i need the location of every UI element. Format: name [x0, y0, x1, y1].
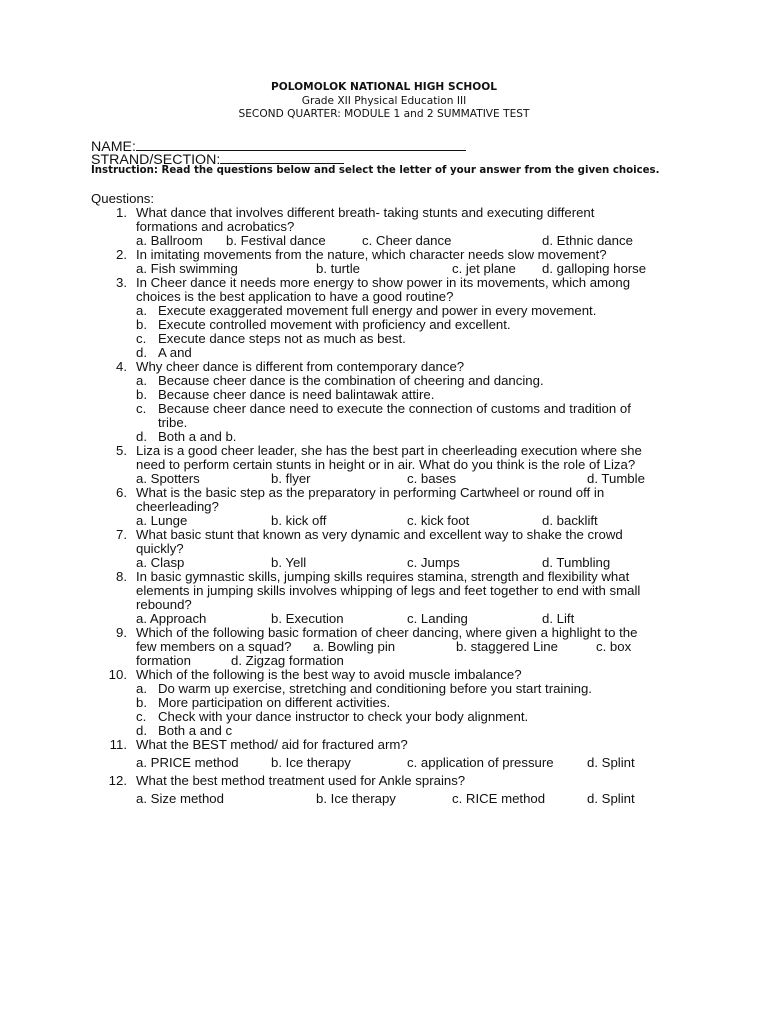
choice-a[interactable]: a. Lunge: [136, 513, 188, 528]
choice-letter: c.: [136, 709, 147, 724]
choice-letter: d.: [136, 345, 147, 360]
choice-c[interactable]: c. application of pressure: [407, 755, 554, 770]
choice-b[interactable]: b. turtle: [316, 261, 360, 276]
choice-text: Both a and b.: [158, 429, 237, 444]
question-text: quickly?: [136, 541, 184, 556]
strand-label: STRAND/SECTION:: [91, 152, 221, 168]
question-text: What is the basic step as the preparatory in performing Cartwheel or round off in: [136, 485, 605, 500]
choice-a[interactable]: a. Approach: [136, 611, 207, 626]
choice-b[interactable]: [136, 318, 691, 332]
choice-c[interactable]: c. Landing: [407, 611, 468, 626]
question-text: What dance that involves different breath- taking stunts and executing different: [136, 205, 595, 220]
choice-b[interactable]: b. Ice therapy: [271, 755, 351, 770]
question-text: cheerleading?: [136, 499, 219, 514]
choice-c[interactable]: [136, 402, 691, 430]
choices-row: [136, 514, 691, 528]
choice-letter: a.: [136, 373, 147, 388]
question-3: [91, 276, 691, 360]
question-text: few members on a squad?: [136, 639, 292, 654]
question-text: Liza is a good cheer leader, she has the best part in cheerleading execution where she: [136, 443, 642, 458]
instruction: Instruction: Read the questions below and select the letter of your answer from the given choices.: [91, 165, 660, 176]
choices-row: [136, 792, 691, 806]
choice-d[interactable]: [136, 724, 691, 738]
choice-b[interactable]: [136, 388, 691, 402]
question-number: 7.: [116, 527, 127, 542]
question-9: [91, 626, 691, 668]
question-text: What the best method treatment used for Ankle sprains?: [136, 773, 466, 788]
question-text: formation: [136, 653, 191, 668]
question-text: In basic gymnastic skills, jumping skills requires stamina, strength and flexibility what: [136, 569, 630, 584]
question-1: [91, 206, 691, 248]
choice-letter: b.: [136, 317, 147, 332]
question-number: 6.: [116, 485, 127, 500]
choice-d[interactable]: d. Tumbling: [542, 555, 611, 570]
choice-text: Both a and c: [158, 723, 233, 738]
question-6: [91, 486, 691, 528]
question-8: [91, 570, 691, 626]
choice-b[interactable]: [136, 696, 691, 710]
question-text: choices is the best application to have a good routine?: [136, 289, 454, 304]
choice-text: Because cheer dance need to execute the connection of customs and tradition of: [158, 401, 631, 416]
question-number: 2.: [116, 247, 127, 262]
choice-a[interactable]: a. Fish swimming: [136, 261, 238, 276]
choice-a[interactable]: [136, 304, 691, 318]
choice-d[interactable]: d. Tumble: [587, 471, 645, 486]
choice-d[interactable]: [136, 346, 691, 360]
choice-d[interactable]: d. backlift: [542, 513, 598, 528]
choice-b[interactable]: b. kick off: [271, 513, 327, 528]
choice-b[interactable]: b. Execution: [271, 611, 344, 626]
choice-c[interactable]: c. RICE method: [452, 791, 546, 806]
choice-b[interactable]: b. flyer: [271, 471, 311, 486]
choice-c[interactable]: c. Jumps: [407, 555, 460, 570]
question-7: [91, 528, 691, 570]
choices-row: [136, 234, 691, 248]
question-number: 3.: [116, 275, 127, 290]
choice-text: Execute dance steps not as much as best.: [158, 331, 406, 346]
test-title: SECOND QUARTER: MODULE 1 and 2 SUMMATIVE TEST: [238, 108, 530, 120]
choice-c[interactable]: c. jet plane: [452, 261, 516, 276]
choice-letter: d.: [136, 723, 147, 738]
choice-c[interactable]: c. kick foot: [407, 513, 470, 528]
subject-title: Grade XII Physical Education III: [301, 95, 467, 107]
choice-a[interactable]: a. Spotters: [136, 471, 200, 486]
choice-text: Because cheer dance is need balintawak attire.: [158, 387, 435, 402]
choice-letter: c.: [136, 401, 147, 416]
choice-c[interactable]: [136, 710, 691, 724]
choices-row: [136, 556, 691, 570]
choice-letter: b.: [136, 695, 147, 710]
question-text: rebound?: [136, 597, 192, 612]
question-11: [91, 738, 691, 770]
question-text: Which of the following basic formation of cheer dancing, where given a highlight to the: [136, 625, 638, 640]
choice-b[interactable]: b. Ice therapy: [316, 791, 396, 806]
question-number: 11.: [109, 737, 127, 752]
choice-d[interactable]: d. Ethnic dance: [542, 233, 633, 248]
question-4: [91, 360, 691, 444]
choice-a[interactable]: a. Ballroom: [136, 233, 203, 248]
choice-b[interactable]: b. Yell: [271, 555, 307, 570]
question-5: [91, 444, 691, 486]
question-number: 10.: [108, 667, 127, 682]
choice-d[interactable]: d. Lift: [542, 611, 575, 626]
question-number: 9.: [116, 625, 127, 640]
question-text: What the BEST method/ aid for fractured arm?: [136, 737, 408, 752]
choice-d[interactable]: d. Splint: [587, 791, 635, 806]
choice-d[interactable]: d. Splint: [587, 755, 635, 770]
school-name: POLOMOLOK NATIONAL HIGH SCHOOL: [271, 81, 497, 93]
choices-row: [136, 472, 691, 486]
choice-a[interactable]: a. Clasp: [136, 555, 185, 570]
question-text: elements in jumping skills involves whipping of legs and feet together to end with small: [136, 583, 641, 598]
question-number: 12.: [108, 773, 127, 788]
choice-a[interactable]: a. Bowling pin: [313, 639, 396, 654]
choice-text: Do warm up exercise, stretching and conditioning before you start training.: [158, 681, 592, 696]
choice-text: Check with your dance instructor to check your body alignment.: [158, 709, 529, 724]
choice-letter: a.: [136, 681, 147, 696]
choices-row: [136, 262, 691, 276]
choice-d[interactable]: [136, 430, 691, 444]
choice-c[interactable]: c. box: [596, 639, 632, 654]
question-number: 4.: [116, 359, 127, 374]
question-10: [91, 668, 691, 738]
choice-letter: a.: [136, 303, 147, 318]
question-text: What basic stunt that known as very dynamic and excellent way to shake the crowd: [136, 527, 623, 542]
question-number: 5.: [116, 443, 127, 458]
choice-text: Execute controlled movement with proficiency and excellent.: [158, 317, 511, 332]
choice-a[interactable]: a. PRICE method: [136, 755, 239, 770]
choice-a[interactable]: [136, 682, 691, 696]
choice-c[interactable]: c. bases: [407, 471, 457, 486]
question-text: need to perform certain stunts in height or in air. What do you think is the role of Liza?: [136, 457, 636, 472]
choice-letter: c.: [136, 331, 147, 346]
choice-text: Because cheer dance is the combination of cheering and dancing.: [158, 373, 544, 388]
choice-b[interactable]: b. staggered Line: [456, 639, 558, 654]
question-12: [91, 774, 691, 806]
choice-letter: d.: [136, 429, 147, 444]
name-label: NAME:: [91, 139, 136, 155]
choice-text: tribe.: [158, 415, 188, 430]
choice-a[interactable]: [136, 374, 691, 388]
choice-c[interactable]: c. Cheer dance: [362, 233, 452, 248]
choice-c[interactable]: [136, 332, 691, 346]
choice-d[interactable]: d. Zigzag formation: [231, 653, 344, 668]
choice-text: Execute exaggerated movement full energy and power in every movement.: [158, 303, 597, 318]
question-text: formations and acrobatics?: [136, 219, 295, 234]
questions-heading: Questions:: [91, 191, 155, 206]
choices-row: [136, 640, 691, 654]
choice-text: A and: [158, 345, 192, 360]
choice-text: More participation on different activities.: [158, 695, 391, 710]
choice-d[interactable]: d. galloping horse: [542, 261, 647, 276]
choice-b[interactable]: b. Festival dance: [226, 233, 326, 248]
question-text: Which of the following is the best way to avoid muscle imbalance?: [136, 667, 522, 682]
choice-a[interactable]: a. Size method: [136, 791, 224, 806]
question-text: In imitating movements from the nature, which character needs slow movement?: [136, 247, 607, 262]
choices-row: [136, 612, 691, 626]
name-line[interactable]: [136, 138, 466, 151]
strand-line[interactable]: [220, 151, 344, 164]
choice-letter: b.: [136, 387, 147, 402]
question-number: 1.: [116, 205, 127, 220]
question-2: [91, 248, 691, 276]
choices-row: [136, 654, 691, 668]
question-list: [91, 206, 691, 806]
question-number: 8.: [116, 569, 127, 584]
question-text: Why cheer dance is different from contemporary dance?: [136, 359, 465, 374]
choices-row: [136, 756, 691, 770]
question-text: In Cheer dance it needs more energy to show power in its movements, which among: [136, 275, 631, 290]
